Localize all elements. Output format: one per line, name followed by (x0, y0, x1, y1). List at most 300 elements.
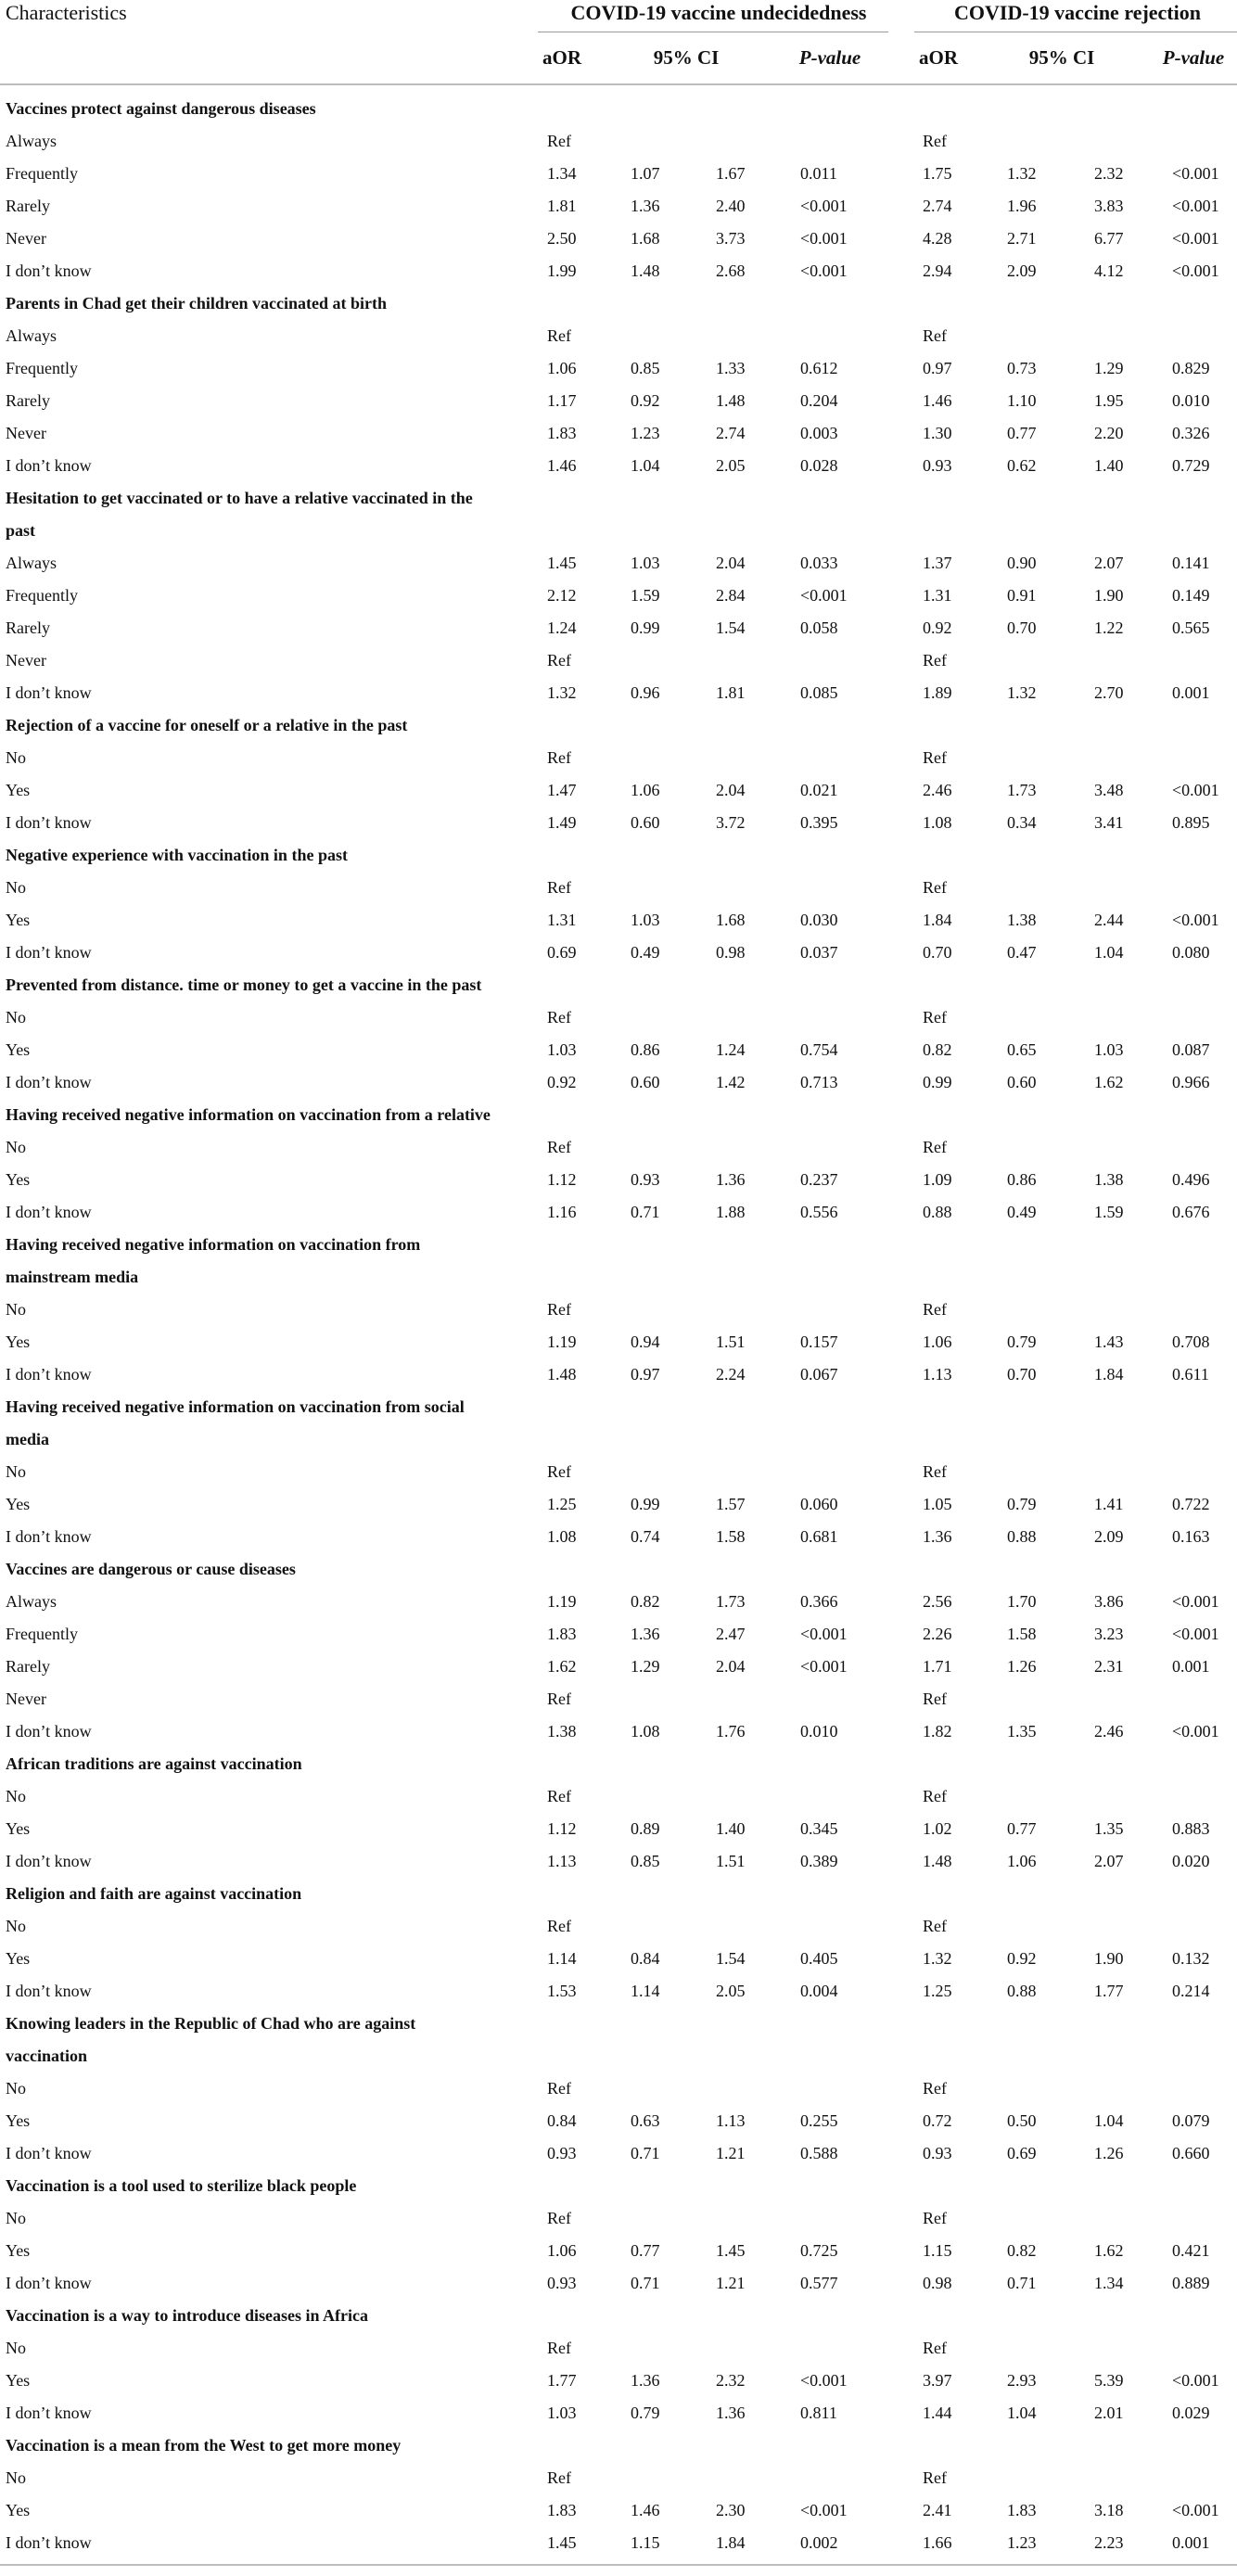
row-label: I don’t know (6, 261, 92, 280)
rejection-ci-low-cell: 1.70 (1007, 1592, 1037, 1611)
rejection-p-cell: <0.001 (1172, 261, 1219, 280)
rejection-aor-cell: Ref (923, 1917, 947, 1935)
row-label: No (6, 1462, 26, 1481)
section-heading (0, 2300, 1237, 2332)
row-label: Yes (6, 911, 31, 929)
rejection-ci-low-cell: 1.83 (1007, 2501, 1037, 2519)
table-row (0, 1651, 1237, 1683)
rejection-p-cell: 0.020 (1172, 1852, 1210, 1870)
rejection-ci-high-cell: 2.07 (1094, 1852, 1124, 1870)
section-heading (0, 1099, 1237, 1131)
rejection-ci-low-cell: 0.69 (1007, 2144, 1037, 2162)
rejection-aor-cell: 1.82 (923, 1722, 952, 1741)
undecided-p-cell: 0.002 (800, 2533, 838, 2552)
section-label: Parents in Chad get their children vaccinated at birth (6, 294, 387, 312)
undecided-aor-cell: Ref (547, 326, 571, 345)
table-row (0, 580, 1237, 612)
table-row (0, 1488, 1237, 1521)
rejection-ci-low-cell: 0.73 (1007, 359, 1037, 377)
undecided-ci-low-cell: 1.29 (631, 1657, 660, 1676)
table-row (0, 2267, 1237, 2300)
rejection-ci-high-cell: 2.31 (1094, 1657, 1124, 1676)
rejection-p-cell: 0.001 (1172, 2533, 1210, 2552)
undecided-ci-high-cell: 1.84 (716, 2533, 746, 2552)
rejection-ci-high-cell: 1.34 (1094, 2274, 1124, 2292)
rejection-ci-low-cell: 0.65 (1007, 1040, 1037, 1059)
rejection-aor-cell: 1.05 (923, 1495, 952, 1513)
table-row (0, 547, 1237, 580)
undecided-p-cell: <0.001 (800, 1657, 848, 1676)
undecided-ci-low-cell: 0.71 (631, 1203, 660, 1221)
row-label: I don’t know (6, 2274, 92, 2292)
table-row (0, 2397, 1237, 2429)
undecided-aor-cell: Ref (547, 1138, 571, 1156)
undecided-aor-cell: 1.08 (547, 1527, 577, 1546)
undecided-ci-low-cell: 1.07 (631, 164, 660, 183)
section-heading (0, 969, 1237, 1001)
section-label: Hesitation to get vaccinated or to have a relative vaccinated in the (6, 489, 473, 507)
undecided-ci-low-cell: 0.79 (631, 2404, 660, 2422)
rejection-p-cell: <0.001 (1172, 1625, 1219, 1643)
rejection-ci-low-cell: 1.06 (1007, 1852, 1037, 1870)
rejection-aor-cell: 1.09 (923, 1170, 952, 1189)
undecided-aor-cell: 0.92 (547, 1073, 577, 1091)
row-label: Rarely (6, 1657, 50, 1676)
undecided-ci-low-cell: 0.99 (631, 1495, 660, 1513)
section-label: Negative experience with vaccination in the past (6, 846, 348, 864)
row-label: Rarely (6, 197, 50, 215)
rejection-aor-cell: Ref (923, 132, 947, 150)
rejection-aor-cell: Ref (923, 1462, 947, 1481)
rejection-aor-cell: 0.88 (923, 1203, 952, 1221)
undecided-aor-cell: 1.53 (547, 1982, 577, 2000)
rejection-p-cell: 0.141 (1172, 554, 1210, 572)
undecided-p-cell: 0.037 (800, 943, 838, 962)
rejection-aor-cell: 0.97 (923, 359, 952, 377)
rejection-aor-cell: 1.71 (923, 1657, 952, 1676)
table-row (0, 1001, 1237, 1034)
rejection-aor-cell: Ref (923, 2468, 947, 2487)
undecided-ci-low-cell: 1.06 (631, 781, 660, 799)
row-label: Never (6, 651, 46, 670)
undecided-ci-low-cell: 0.63 (631, 2111, 660, 2130)
undecided-aor-cell: Ref (547, 2468, 571, 2487)
rejection-ci-high-cell: 2.07 (1094, 554, 1124, 572)
table-row (0, 385, 1237, 417)
section-label: Having received negative information on vaccination from (6, 1235, 421, 1254)
rejection-p-cell: 0.163 (1172, 1527, 1210, 1546)
undecided-ci-high-cell: 2.04 (716, 1657, 746, 1676)
undecided-ci-low-cell: 0.93 (631, 1170, 660, 1189)
undecided-aor-cell: 1.81 (547, 197, 577, 215)
rejection-p-cell: 0.676 (1172, 1203, 1210, 1221)
undecided-aor-cell: 1.03 (547, 1040, 577, 1059)
undecided-aor-cell: 1.12 (547, 1819, 577, 1838)
undecided-aor-cell: 1.62 (547, 1657, 577, 1676)
rejection-aor-cell: Ref (923, 2339, 947, 2357)
rejection-aor-cell: 2.74 (923, 197, 952, 215)
rejection-p-cell: 0.708 (1172, 1333, 1210, 1351)
row-label: I don’t know (6, 2533, 92, 2552)
table-row (0, 223, 1237, 255)
undecided-ci-high-cell: 2.74 (716, 424, 746, 442)
rejection-ci-low-cell: 0.77 (1007, 424, 1037, 442)
rejection-p-cell: 0.214 (1172, 1982, 1210, 2000)
rejection-p-cell: 0.001 (1172, 1657, 1210, 1676)
rejection-ci-high-cell: 1.43 (1094, 1333, 1124, 1351)
rejection-p-cell: 0.079 (1172, 2111, 1210, 2130)
rejection-ci-high-cell: 1.22 (1094, 618, 1124, 637)
undecided-aor-cell: Ref (547, 1008, 571, 1027)
rejection-aor-cell: 0.72 (923, 2111, 952, 2130)
row-label: I don’t know (6, 1073, 92, 1091)
undecided-aor-cell: Ref (547, 132, 571, 150)
section-label: mainstream media (6, 1268, 139, 1286)
undecided-ci-high-cell: 3.73 (716, 229, 746, 248)
section-heading (0, 2008, 1237, 2040)
undecided-ci-high-cell: 1.76 (716, 1722, 746, 1741)
undecided-p-cell: 0.577 (800, 2274, 838, 2292)
undecided-aor-cell: 1.24 (547, 618, 577, 637)
undecided-aor-cell: 1.16 (547, 1203, 577, 1221)
rejection-ci-low-cell: 1.04 (1007, 2404, 1037, 2422)
undecided-ci-low-cell: 0.92 (631, 391, 660, 410)
rejection-p-cell: <0.001 (1172, 197, 1219, 215)
undecided-aor-cell: 1.19 (547, 1333, 577, 1351)
rejection-aor-cell: 2.46 (923, 781, 952, 799)
rejection-p-cell: 0.722 (1172, 1495, 1210, 1513)
row-label: Yes (6, 1949, 31, 1968)
row-label: Always (6, 554, 57, 572)
section-heading (0, 1229, 1237, 1261)
table-row (0, 450, 1237, 482)
table-row (0, 158, 1237, 190)
row-label: I don’t know (6, 1722, 92, 1741)
undecided-p-cell: 0.713 (800, 1073, 838, 1091)
rejection-ci-low-cell: 0.49 (1007, 1203, 1037, 1221)
rejection-aor-cell: 0.98 (923, 2274, 952, 2292)
row-label: No (6, 1787, 26, 1805)
rejection-aor-cell: 0.93 (923, 2144, 952, 2162)
undecided-aor-cell: 1.17 (547, 391, 577, 410)
table-row (0, 807, 1237, 839)
undecided-ci-low-cell: 0.96 (631, 683, 660, 702)
rejection-p-cell: 0.729 (1172, 456, 1210, 475)
rejection-p-cell: 0.496 (1172, 1170, 1210, 1189)
rejection-aor-cell: Ref (923, 1008, 947, 1027)
row-label: Never (6, 229, 46, 248)
rejection-ci-low-cell: 1.23 (1007, 2533, 1037, 2552)
undecided-ci-low-cell: 0.74 (631, 1527, 660, 1546)
section-heading (0, 1391, 1237, 1423)
undecided-p-cell: <0.001 (800, 2371, 848, 2390)
undecided-ci-high-cell: 1.33 (716, 359, 746, 377)
rejection-ci-high-cell: 2.44 (1094, 911, 1124, 929)
header-bottom-rule (0, 83, 1237, 85)
rejection-p-cell: <0.001 (1172, 1592, 1219, 1611)
rejection-ci-high-cell: 1.84 (1094, 1365, 1124, 1384)
row-label: I don’t know (6, 2404, 92, 2422)
undecided-ci-low-cell: 1.08 (631, 1722, 660, 1741)
row-label: Yes (6, 2501, 31, 2519)
table-row (0, 742, 1237, 774)
undecided-aor-cell: 1.12 (547, 1170, 577, 1189)
rejection-p-cell: <0.001 (1172, 2371, 1219, 2390)
undecided-p-cell: 0.255 (800, 2111, 838, 2130)
table-row (0, 1521, 1237, 1553)
undecided-ci-low-cell: 1.59 (631, 586, 660, 605)
undecided-aor-cell: Ref (547, 878, 571, 897)
section-label: African traditions are against vaccination (6, 1754, 302, 1773)
row-label: No (6, 1138, 26, 1156)
rejection-aor-cell: 1.13 (923, 1365, 952, 1384)
rejection-aor-cell: 1.30 (923, 424, 952, 442)
rejection-ci-high-cell: 1.04 (1094, 943, 1124, 962)
undecided-ci-high-cell: 1.48 (716, 391, 746, 410)
undecided-aor-cell: Ref (547, 1690, 571, 1708)
undecided-ci-low-cell: 0.82 (631, 1592, 660, 1611)
rejection-aor-cell: 1.02 (923, 1819, 952, 1838)
rejection-p-cell: 0.080 (1172, 943, 1210, 962)
row-label: Yes (6, 2241, 31, 2260)
undecided-ci-high-cell: 1.54 (716, 1949, 746, 1968)
section-heading (0, 709, 1237, 742)
rejection-ci-high-cell: 1.26 (1094, 2144, 1124, 2162)
row-label: Rarely (6, 618, 50, 637)
section-heading (0, 1261, 1237, 1294)
rejection-ci-high-cell: 2.32 (1094, 164, 1124, 183)
section-heading (0, 1423, 1237, 1456)
table-row (0, 612, 1237, 644)
rejection-ci-low-cell: 2.93 (1007, 2371, 1037, 2390)
rejection-p-cell: 0.565 (1172, 618, 1210, 637)
rejection-ci-low-cell: 0.79 (1007, 1495, 1037, 1513)
row-label: I don’t know (6, 683, 92, 702)
row-label: No (6, 748, 26, 767)
undecided-ci-high-cell: 2.05 (716, 456, 746, 475)
rejection-ci-high-cell: 1.77 (1094, 1982, 1124, 2000)
rejection-ci-low-cell: 1.35 (1007, 1722, 1037, 1741)
rejection-ci-high-cell: 1.03 (1094, 1040, 1124, 1059)
section-label: Having received negative information on vaccination from a relative (6, 1105, 491, 1124)
undecided-aor-cell: Ref (547, 2209, 571, 2227)
undecided-aor-cell: Ref (547, 748, 571, 767)
undecided-p-cell: 0.060 (800, 1495, 838, 1513)
undecided-aor-cell: 0.84 (547, 2111, 577, 2130)
table-row (0, 190, 1237, 223)
row-label: No (6, 2468, 26, 2487)
row-label: Frequently (6, 1625, 78, 1643)
undecided-ci-high-cell: 0.98 (716, 943, 746, 962)
table-row (0, 1618, 1237, 1651)
undecided-aor-cell: Ref (547, 1787, 571, 1805)
row-label: No (6, 1008, 26, 1027)
undecided-ci-high-cell: 1.45 (716, 2241, 746, 2260)
undecided-ci-high-cell: 1.36 (716, 1170, 746, 1189)
rejection-aor-cell: 2.56 (923, 1592, 952, 1611)
undecided-ci-low-cell: 0.94 (631, 1333, 660, 1351)
undecided-ci-high-cell: 1.36 (716, 2404, 746, 2422)
row-label: No (6, 2079, 26, 2098)
undecided-ci-low-cell: 1.04 (631, 456, 660, 475)
section-heading (0, 93, 1237, 125)
undecided-ci-high-cell: 1.51 (716, 1333, 746, 1351)
undecided-ci-high-cell: 2.84 (716, 586, 746, 605)
undecided-p-cell: 0.237 (800, 1170, 838, 1189)
row-label: Frequently (6, 586, 78, 605)
section-heading (0, 1878, 1237, 1910)
table-row (0, 125, 1237, 158)
table-body (0, 93, 1237, 2559)
table-row (0, 255, 1237, 287)
undecided-ci-high-cell: 1.58 (716, 1527, 746, 1546)
rejection-aor-cell: Ref (923, 748, 947, 767)
rejection-ci-low-cell: 0.70 (1007, 1365, 1037, 1384)
undecided-ci-low-cell: 0.89 (631, 1819, 660, 1838)
undecided-ci-high-cell: 2.30 (716, 2501, 746, 2519)
rejection-aor-cell: 1.31 (923, 586, 952, 605)
undecided-ci-low-cell: 0.97 (631, 1365, 660, 1384)
undecided-p-cell: <0.001 (800, 586, 848, 605)
undecided-ci-high-cell: 1.42 (716, 1073, 746, 1091)
rejection-aor-cell: 1.25 (923, 1982, 952, 2000)
undecided-ci-high-cell: 2.40 (716, 197, 746, 215)
section-label: Religion and faith are against vaccination (6, 1884, 302, 1903)
section-label: vaccination (6, 2047, 87, 2065)
undecided-ci-high-cell: 2.05 (716, 1982, 746, 2000)
section-label: past (6, 521, 36, 540)
undecided-ci-high-cell: 2.24 (716, 1365, 746, 1384)
row-label: I don’t know (6, 2144, 92, 2162)
table-row (0, 1845, 1237, 1878)
table-row (0, 2527, 1237, 2559)
row-label: Yes (6, 2111, 31, 2130)
row-label: No (6, 2339, 26, 2357)
rejection-ci-high-cell: 4.12 (1094, 261, 1124, 280)
undecided-p-cell: 0.011 (800, 164, 837, 183)
table-row (0, 1683, 1237, 1715)
rejection-ci-high-cell: 1.90 (1094, 586, 1124, 605)
undecided-ci-low-cell: 1.23 (631, 424, 660, 442)
rejection-ci-low-cell: 1.38 (1007, 911, 1037, 929)
undecided-ci-low-cell: 0.71 (631, 2274, 660, 2292)
row-label: Yes (6, 1819, 31, 1838)
rejection-p-cell: 0.889 (1172, 2274, 1210, 2292)
rejection-p-cell: <0.001 (1172, 164, 1219, 183)
rejection-ci-low-cell: 1.32 (1007, 164, 1037, 183)
undecided-ci-high-cell: 2.04 (716, 781, 746, 799)
header-p-2: P-value (1162, 46, 1225, 69)
undecided-p-cell: 0.085 (800, 683, 838, 702)
rejection-ci-low-cell: 0.50 (1007, 2111, 1037, 2130)
rejection-ci-low-cell: 0.91 (1007, 586, 1037, 605)
row-label: I don’t know (6, 456, 92, 475)
undecided-p-cell: 0.004 (800, 1982, 838, 2000)
undecided-ci-low-cell: 0.85 (631, 359, 660, 377)
undecided-aor-cell: 1.06 (547, 359, 577, 377)
table-row (0, 1196, 1237, 1229)
rejection-ci-low-cell: 0.82 (1007, 2241, 1037, 2260)
rejection-aor-cell: 1.32 (923, 1949, 952, 1968)
rejection-ci-low-cell: 1.32 (1007, 683, 1037, 702)
row-label: I don’t know (6, 813, 92, 832)
rejection-ci-high-cell: 6.77 (1094, 229, 1124, 248)
undecided-aor-cell: 1.19 (547, 1592, 577, 1611)
rejection-aor-cell: 0.92 (923, 618, 952, 637)
undecided-aor-cell: 1.45 (547, 2533, 577, 2552)
table-row (0, 644, 1237, 677)
undecided-ci-low-cell: 1.15 (631, 2533, 660, 2552)
rejection-ci-high-cell: 3.18 (1094, 2501, 1124, 2519)
section-heading (0, 515, 1237, 547)
undecided-aor-cell: 1.83 (547, 424, 577, 442)
table-row (0, 1813, 1237, 1845)
table-row (0, 2072, 1237, 2105)
rejection-p-cell: <0.001 (1172, 2501, 1219, 2519)
rejection-ci-high-cell: 1.41 (1094, 1495, 1124, 1513)
header-aor-1: aOR (542, 46, 581, 69)
rejection-ci-high-cell: 2.20 (1094, 424, 1124, 442)
undecided-ci-high-cell: 1.54 (716, 618, 746, 637)
table-row (0, 2137, 1237, 2170)
table-row (0, 2105, 1237, 2137)
row-label: Yes (6, 781, 31, 799)
section-heading (0, 839, 1237, 872)
rejection-ci-low-cell: 0.77 (1007, 1819, 1037, 1838)
table-row (0, 1358, 1237, 1391)
row-label: Never (6, 1690, 46, 1708)
rejection-ci-high-cell: 1.35 (1094, 1819, 1124, 1838)
rejection-aor-cell: 2.94 (923, 261, 952, 280)
undecided-aor-cell: 0.69 (547, 943, 577, 962)
row-label: I don’t know (6, 1527, 92, 1546)
section-label: Prevented from distance. time or money to get a vaccine in the past (6, 976, 482, 994)
undecided-ci-high-cell: 1.57 (716, 1495, 746, 1513)
undecided-aor-cell: 1.25 (547, 1495, 577, 1513)
undecided-aor-cell: 1.48 (547, 1365, 577, 1384)
rejection-aor-cell: 0.70 (923, 943, 952, 962)
undecided-ci-high-cell: 1.24 (716, 1040, 746, 1059)
undecided-p-cell: 0.033 (800, 554, 838, 572)
undecided-ci-low-cell: 1.14 (631, 1982, 660, 2000)
undecided-aor-cell: Ref (547, 651, 571, 670)
row-label: Always (6, 1592, 57, 1611)
rejection-aor-cell: 1.84 (923, 911, 952, 929)
rejection-ci-high-cell: 1.90 (1094, 1949, 1124, 1968)
row-label: I don’t know (6, 1982, 92, 2000)
rejection-ci-high-cell: 1.04 (1094, 2111, 1124, 2130)
undecided-ci-low-cell: 0.71 (631, 2144, 660, 2162)
undecided-ci-high-cell: 3.72 (716, 813, 746, 832)
rejection-ci-low-cell: 0.90 (1007, 554, 1037, 572)
rejection-aor-cell: 1.75 (923, 164, 952, 183)
rejection-ci-high-cell: 3.48 (1094, 781, 1124, 799)
row-label: No (6, 2209, 26, 2227)
row-label: Yes (6, 1333, 31, 1351)
table-row (0, 1456, 1237, 1488)
rejection-ci-low-cell: 0.79 (1007, 1333, 1037, 1351)
undecided-ci-high-cell: 1.21 (716, 2274, 746, 2292)
undecided-p-cell: 0.754 (800, 1040, 838, 1059)
table-row (0, 1294, 1237, 1326)
undecided-p-cell: 0.366 (800, 1592, 838, 1611)
rejection-ci-low-cell: 0.88 (1007, 1982, 1037, 2000)
rejection-ci-low-cell: 2.71 (1007, 229, 1037, 248)
rejection-p-cell: 0.029 (1172, 2404, 1210, 2422)
undecided-ci-low-cell: 0.60 (631, 813, 660, 832)
rejection-aor-cell: Ref (923, 1138, 947, 1156)
undecided-p-cell: <0.001 (800, 229, 848, 248)
